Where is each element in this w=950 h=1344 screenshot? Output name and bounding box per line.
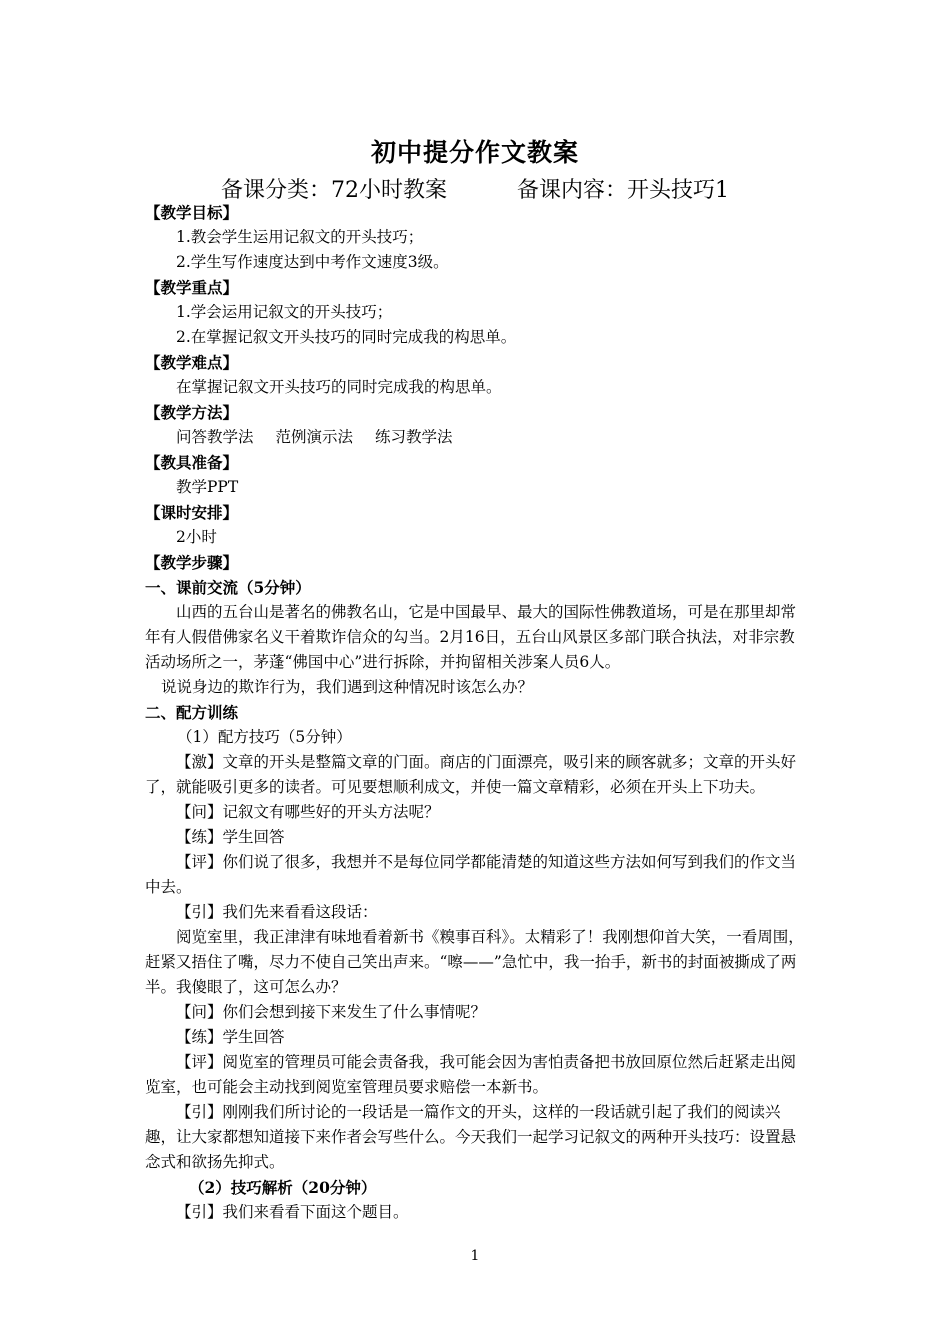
method-item: 范例演示法 [275, 428, 354, 446]
paragraph: 【评】阅览室的管理员可能会责备我，我可能会因为害怕责备把书放回原位然后赶紧走出阅览室，也可能会主动找到阅览室管理员要求赔偿一本新书。 [145, 1053, 797, 1096]
methods-list [145, 425, 810, 450]
focus-item: 2.在掌握记叙文开头技巧的同时完成我的构思单。 [176, 328, 517, 346]
section-heading-goals: 【教学目标】 [145, 203, 239, 222]
step-heading: 二、配方训练 [145, 703, 239, 722]
section-heading-steps: 【教学步骤】 [145, 553, 239, 572]
page-title: 初中提分作文教案 [370, 138, 579, 167]
lesson-body [145, 200, 810, 1225]
section-heading-difficulty: 【教学难点】 [145, 353, 239, 372]
paragraph: 【问】记叙文有哪些好的开头方法呢？ [176, 803, 440, 821]
page-subtitle: 备课分类：72小时教案 备课内容：开头技巧1 [221, 178, 729, 203]
paragraph: 【练】学生回答 [176, 1028, 285, 1046]
quoted-passage: 阅览室里，我正津津有味地看着新书《糗事百科》。太精彩了！我刚想仰首大笑，一看周围，赶紧又捂住了嘴，尽力不使自己笑出声来。“嚓——”急忙中，我一抬手，新书的封面被撕成了两半。我傻眼了，这可怎么办？ [145, 928, 804, 996]
method-item: 问答教学法 [176, 428, 254, 446]
section-heading-schedule: 【课时安排】 [145, 503, 239, 522]
paragraph: 【引】刚刚我们所讨论的一段话是一篇作文的开头，这样的一段话就引起了我们的阅读兴趣，让大家都想知道接下来作者会写些什么。今天我们一起学习记叙文的两种开头技巧：设置悬念式和欲扬先抑式。 [145, 1103, 797, 1171]
paragraph: 【练】学生回答 [176, 828, 285, 846]
step-heading: 一、课前交流（5分钟） [145, 578, 311, 597]
goal-item: 1.教会学生运用记叙文的开头技巧； [176, 228, 424, 246]
difficulty-item: 在掌握记叙文开头技巧的同时完成我的构思单。 [176, 378, 502, 396]
goal-item: 2.学生写作速度达到中考作文速度3级。 [176, 253, 449, 271]
focus-item: 1.学会运用记叙文的开头技巧； [176, 303, 393, 321]
paragraph: 【引】我们来看看下面这个题目。 [176, 1203, 409, 1221]
paragraph: 【引】我们先来看看这段话： [176, 903, 378, 921]
schedule-item: 2小时 [176, 528, 217, 546]
section-heading-methods: 【教学方法】 [145, 403, 239, 422]
subsection-heading: （2）技巧解析（20分钟） [189, 1178, 377, 1197]
paragraph: 【问】你们会想到接下来发生了什么事情呢？ [176, 1003, 487, 1021]
tools-item: 教学PPT [176, 478, 239, 496]
paragraph: 山西的五台山是著名的佛教名山，它是中国最早、最大的国际性佛教道场，可是在那里却常年有人假借佛家名义干着欺诈信众的勾当。2月16日，五台山风景区多部门联合执法，对非宗教活动场所之一，茅蓬“佛国中心”进行拆除，并拘留相关涉案人员6人。 [145, 603, 797, 671]
paragraph: 【评】你们说了很多，我想并不是每位同学都能清楚的知道这些方法如何写到我们的作文当中去。 [145, 853, 797, 896]
section-heading-focus: 【教学重点】 [145, 278, 239, 297]
method-item: 练习教学法 [375, 428, 453, 446]
section-heading-tools: 【教具准备】 [145, 453, 239, 472]
subsection-heading: （1）配方技巧（5分钟） [177, 728, 352, 746]
page-number: 1 [470, 1248, 480, 1264]
paragraph: 【激】文章的开头是整篇文章的门面。商店的门面漂亮，吸引来的顾客就多；文章的开头好了，就能吸引更多的读者。可见要想顺利成文，并使一篇文章精彩，必须在开头上下功夫。 [145, 753, 797, 796]
paragraph: 说说身边的欺诈行为，我们遇到这种情况时该怎么办？ [161, 678, 534, 696]
